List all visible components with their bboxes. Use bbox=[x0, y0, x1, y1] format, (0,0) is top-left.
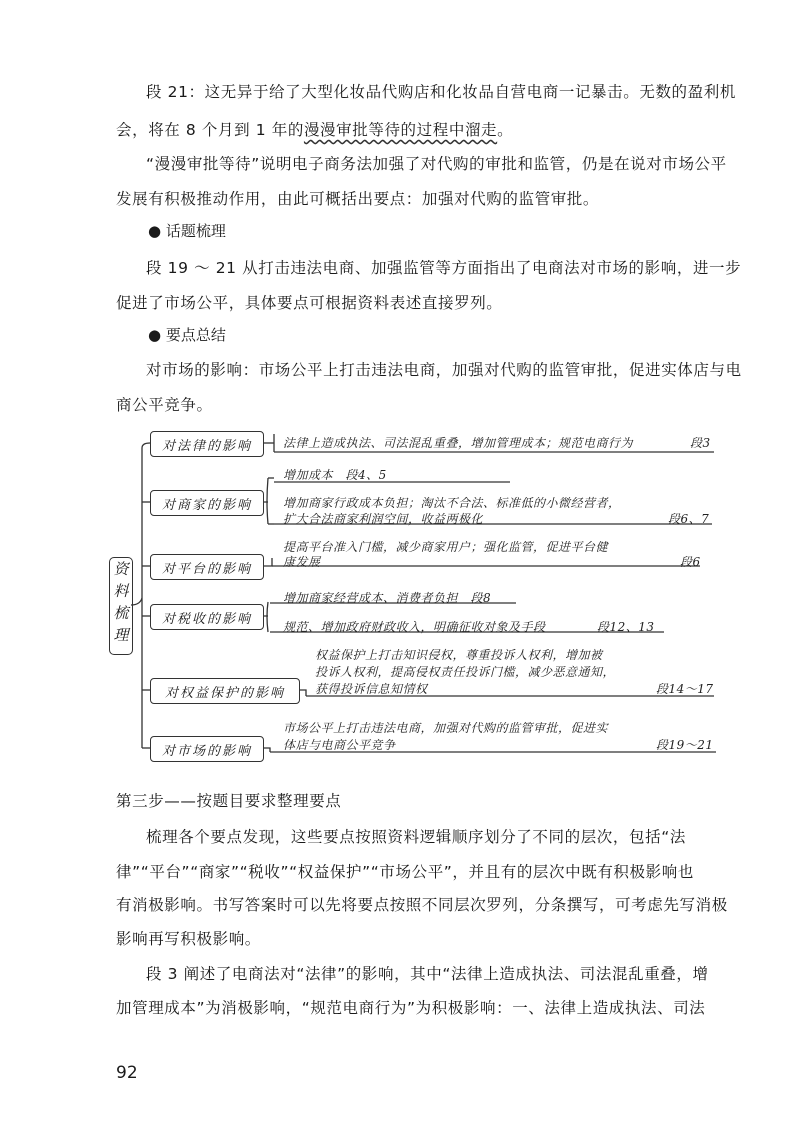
branch-merchant-text: 扩大合法商家利润空间，收益两极化 bbox=[283, 512, 484, 526]
branch-tax-ref: 段12、13 bbox=[597, 620, 655, 634]
paragraph-line: 律”“平台”“商家”“税收”“权益保护”“市场公平”，并且有的层次中既有积极影响也 bbox=[116, 863, 694, 881]
branch-tax-text: 规范、增加政府财政收入，明确征收对象及手段 bbox=[283, 620, 546, 634]
paragraph-line: 加管理成本”为消极影响，“规范电商行为”为积极影响：一、法律上造成执法、司法 bbox=[116, 999, 706, 1017]
branch-market-text: 市场公平上打击违法电商，加强对代购的监管审批，促进实 bbox=[283, 721, 609, 735]
paragraph-line: “漫漫审批等待”说明电子商务法加强了对代购的审批和监管，仍是在说对市场公平 bbox=[146, 155, 727, 173]
branch-market-ref: 段19～21 bbox=[656, 738, 714, 752]
branch-rights-text: 获得投诉信息知情权 bbox=[315, 682, 428, 696]
branch-rights-text: 投诉人权利，提高侵权责任投诉门槛，减少恶意通知， bbox=[315, 665, 616, 679]
branch-market-text: 体店与电商公平竞争 bbox=[283, 738, 396, 752]
mindmap-root-box: 资料梳理 bbox=[109, 557, 133, 655]
branch-tax-text: 增加商家经营成本、消费者负担 段8 bbox=[283, 591, 492, 605]
branch-merchant-text: 增加成本 段4、5 bbox=[283, 468, 387, 482]
branch-platform-text: 康发展 bbox=[283, 555, 321, 569]
section-heading: 第三步——按题目要求整理要点 bbox=[116, 792, 342, 810]
text-span: 。 bbox=[497, 121, 514, 139]
section-bullet: ● 要点总结 bbox=[148, 326, 226, 344]
branch-merchant-text: 增加商家行政成本负担；淘汰不合法、标准低的小微经营者， bbox=[283, 496, 621, 510]
paragraph-line: 段 19 ～ 21 从打击违法电商、加强监管等方面指出了电商法对市场的影响，进一步 bbox=[146, 259, 742, 277]
branch-rights-text: 权益保护上打击知识侵权，尊重投诉人权利，增加被 bbox=[315, 648, 603, 662]
wavy-underlined-text: 漫漫审批等待的过程中溜走 bbox=[303, 121, 498, 139]
branch-law-box: 对法律的影响 bbox=[150, 431, 264, 457]
paragraph-line: 对市场的影响：市场公平上打击违法电商，加强对代购的监管审批，促进实体店与电 bbox=[146, 361, 742, 379]
branch-platform-ref: 段6 bbox=[680, 555, 701, 569]
branch-law-ref: 段3 bbox=[690, 436, 711, 450]
branch-merchant-box: 对商家的影响 bbox=[150, 490, 264, 516]
branch-rights-box: 对权益保护的影响 bbox=[150, 678, 300, 704]
page-number: 92 bbox=[116, 1063, 138, 1083]
paragraph-line: 促进了市场公平，具体要点可根据资料表述直接罗列。 bbox=[116, 294, 503, 312]
branch-rights-ref: 段14～17 bbox=[656, 682, 714, 696]
paragraph-line: 梳理各个要点发现，这些要点按照资料逻辑顺序划分了不同的层次，包括“法 bbox=[146, 828, 686, 846]
paragraph-line: 有消极影响。书写答案时可以先将要点按照不同层次罗列，分条撰写，可考虑先写消极 bbox=[116, 896, 728, 914]
paragraph-line: 段 21：这无异于给了大型化妆品代购店和化妆品自营电商一记暴击。无数的盈利机 bbox=[146, 83, 736, 101]
branch-tax-box: 对税收的影响 bbox=[150, 604, 264, 630]
paragraph-line bbox=[116, 118, 513, 140]
section-bullet: ● 话题梳理 bbox=[148, 222, 226, 240]
branch-platform-box: 对平台的影响 bbox=[150, 554, 264, 580]
paragraph-line: 商公平竞争。 bbox=[116, 396, 213, 414]
branch-law-text: 法律上造成执法、司法混乱重叠，增加管理成本；规范电商行为 bbox=[283, 436, 634, 450]
paragraph-line: 影响再写积极影响。 bbox=[116, 930, 261, 948]
text-span: 会，将在 8 个月到 1 年的 bbox=[116, 121, 304, 139]
paragraph-line: 发展有积极推动作用，由此可概括出要点：加强对代购的监管审批。 bbox=[116, 190, 600, 208]
branch-platform-text: 提高平台准入门槛，减少商家用户；强化监管，促进平台健 bbox=[283, 540, 609, 554]
branch-market-box: 对市场的影响 bbox=[150, 736, 264, 762]
branch-merchant-ref: 段6、7 bbox=[668, 512, 710, 526]
paragraph-line: 段 3 阐述了电商法对“法律”的影响，其中“法律上造成执法、司法混乱重叠，增 bbox=[146, 965, 709, 983]
